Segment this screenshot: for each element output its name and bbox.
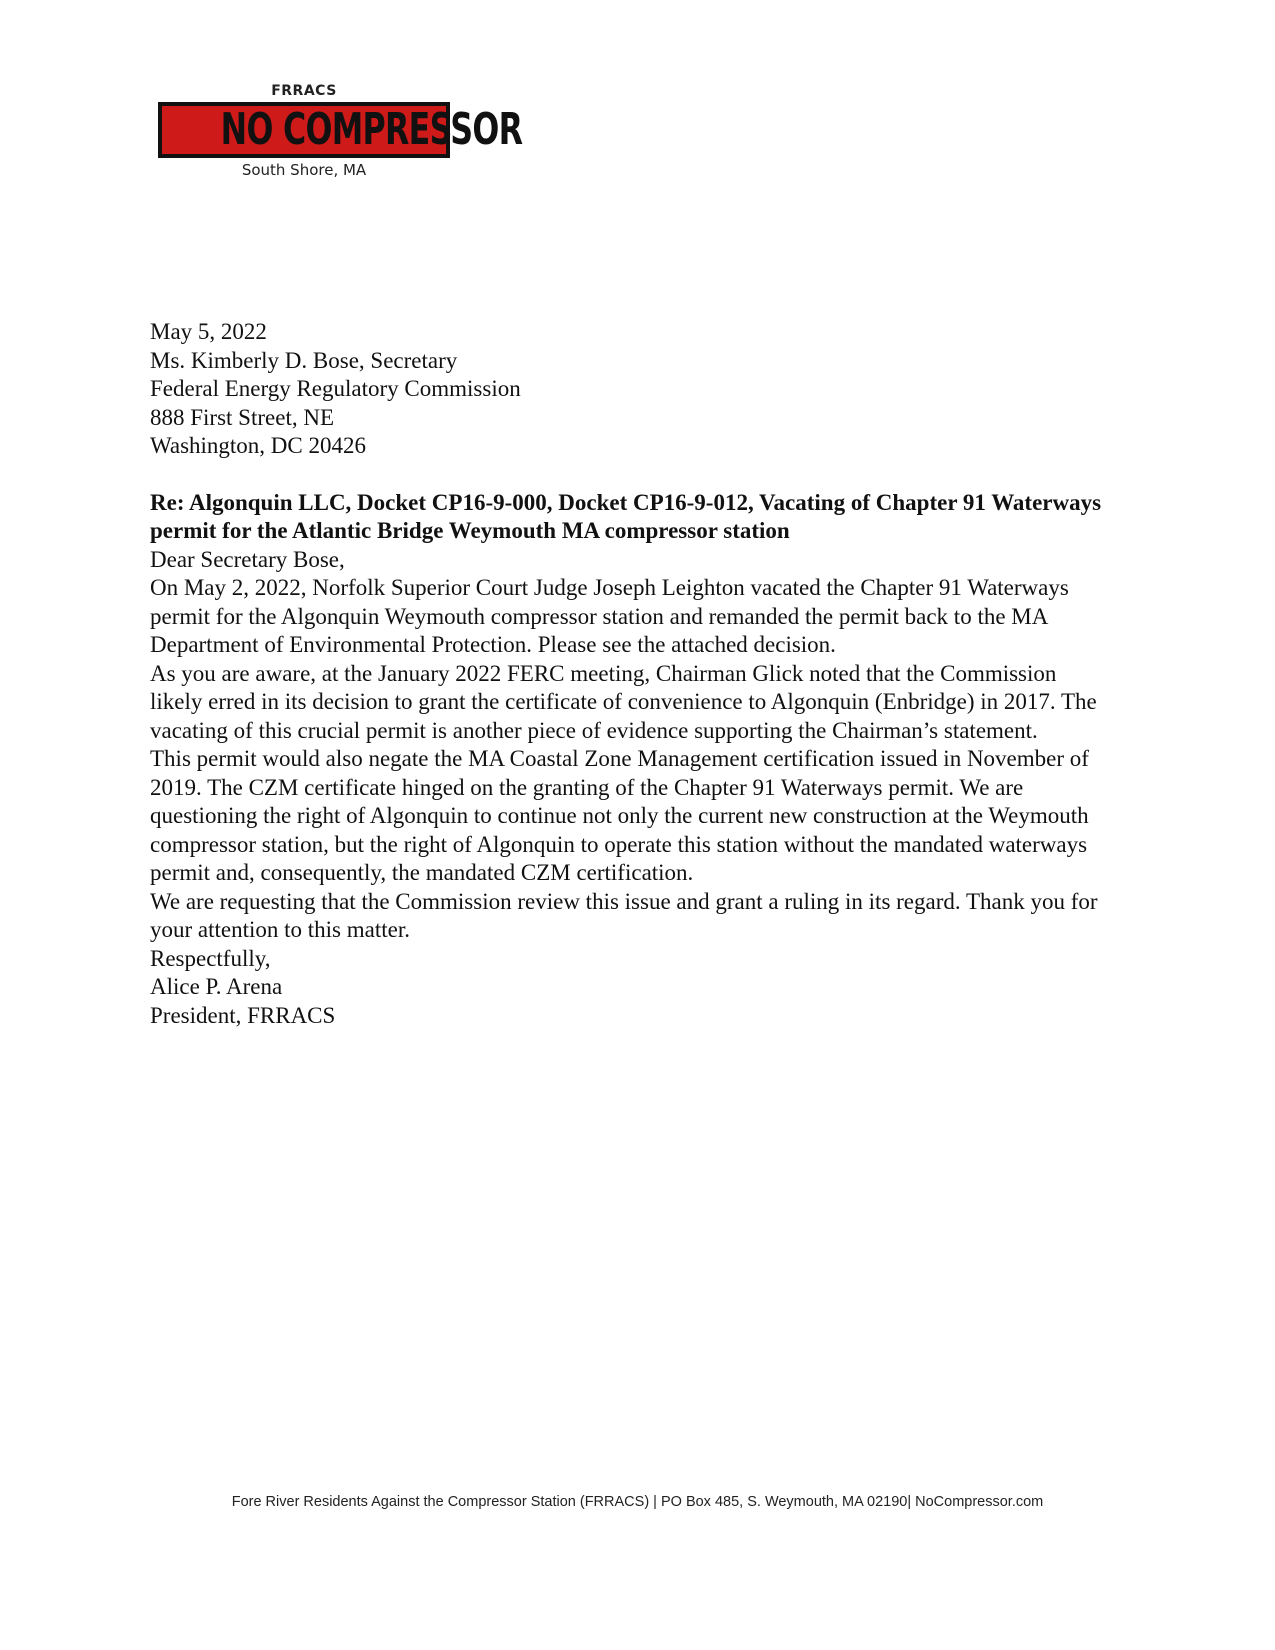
logo-banner xyxy=(158,102,523,158)
page-footer: Fore River Residents Against the Compressor Station (FRRACS) | PO Box 485, S. Weymouth, MA 02190| NoCompressor.com xyxy=(231,1494,1044,1510)
signature-block xyxy=(150,945,1110,1031)
body-paragraph: As you are aware, at the January 2022 FERC meeting, Chairman Glick noted that the Commission likely erred in its decision to grant the certificate of convenience to Algonquin (Enbridge) in 2017. The vacating of this crucial permit is another piece of evidence supporting the Chairman’s statement. xyxy=(150,660,1097,743)
body-paragraph: On May 2, 2022, Norfolk Superior Court Judge Joseph Leighton vacated the Chapter 91 Waterways permit for the Algonquin Weymouth compressor station and remanded the permit back to the MA Department of Environmental Protection. Please see the attached decision. xyxy=(150,575,1069,657)
address-line: Ms. Kimberly D. Bose, Secretary xyxy=(150,347,458,373)
signer-title: President, FRRACS xyxy=(150,1002,336,1028)
frracs-logo xyxy=(158,82,523,180)
subject-line: Re: Algonquin LLC, Docket CP16-9-000, Docket CP16-9-012, Vacating of Chapter 91 Waterways permit for the Atlantic Bridge Weymouth MA compressor station xyxy=(150,489,1102,543)
logo-org-name: FRRACS xyxy=(271,83,337,99)
recipient-address xyxy=(150,347,1110,461)
address-line: Federal Energy Regulatory Commission xyxy=(150,376,521,401)
body-paragraph: This permit would also negate the MA Coastal Zone Management certification issued in November of 2019. The CZM certificate hinged on the granting of the Chapter 91 Waterways permit. We are questioning the right of Algonquin to continue not only the current new construction at the Weymouth compressor station, but the right of Algonquin to operate this station without the mandated waterways permit and, consequently, the mandated CZM certification. xyxy=(150,746,1089,885)
logo-banner-text: NO COMPRESSOR xyxy=(220,104,523,155)
salutation: Dear Secretary Bose, xyxy=(150,546,345,572)
closing-line: Respectfully, xyxy=(150,945,271,971)
body-paragraph: We are requesting that the Commission review this issue and grant a ruling in its regard. Thank you for your attention to this matter. xyxy=(150,888,1098,942)
signer-name: Alice P. Arena xyxy=(150,974,283,999)
address-line: 888 First Street, NE xyxy=(150,404,334,430)
letter-body xyxy=(150,318,1110,1030)
logo-location: South Shore, MA xyxy=(241,161,367,179)
letter-date: May 5, 2022 xyxy=(150,319,267,344)
address-line: Washington, DC 20426 xyxy=(150,433,367,458)
